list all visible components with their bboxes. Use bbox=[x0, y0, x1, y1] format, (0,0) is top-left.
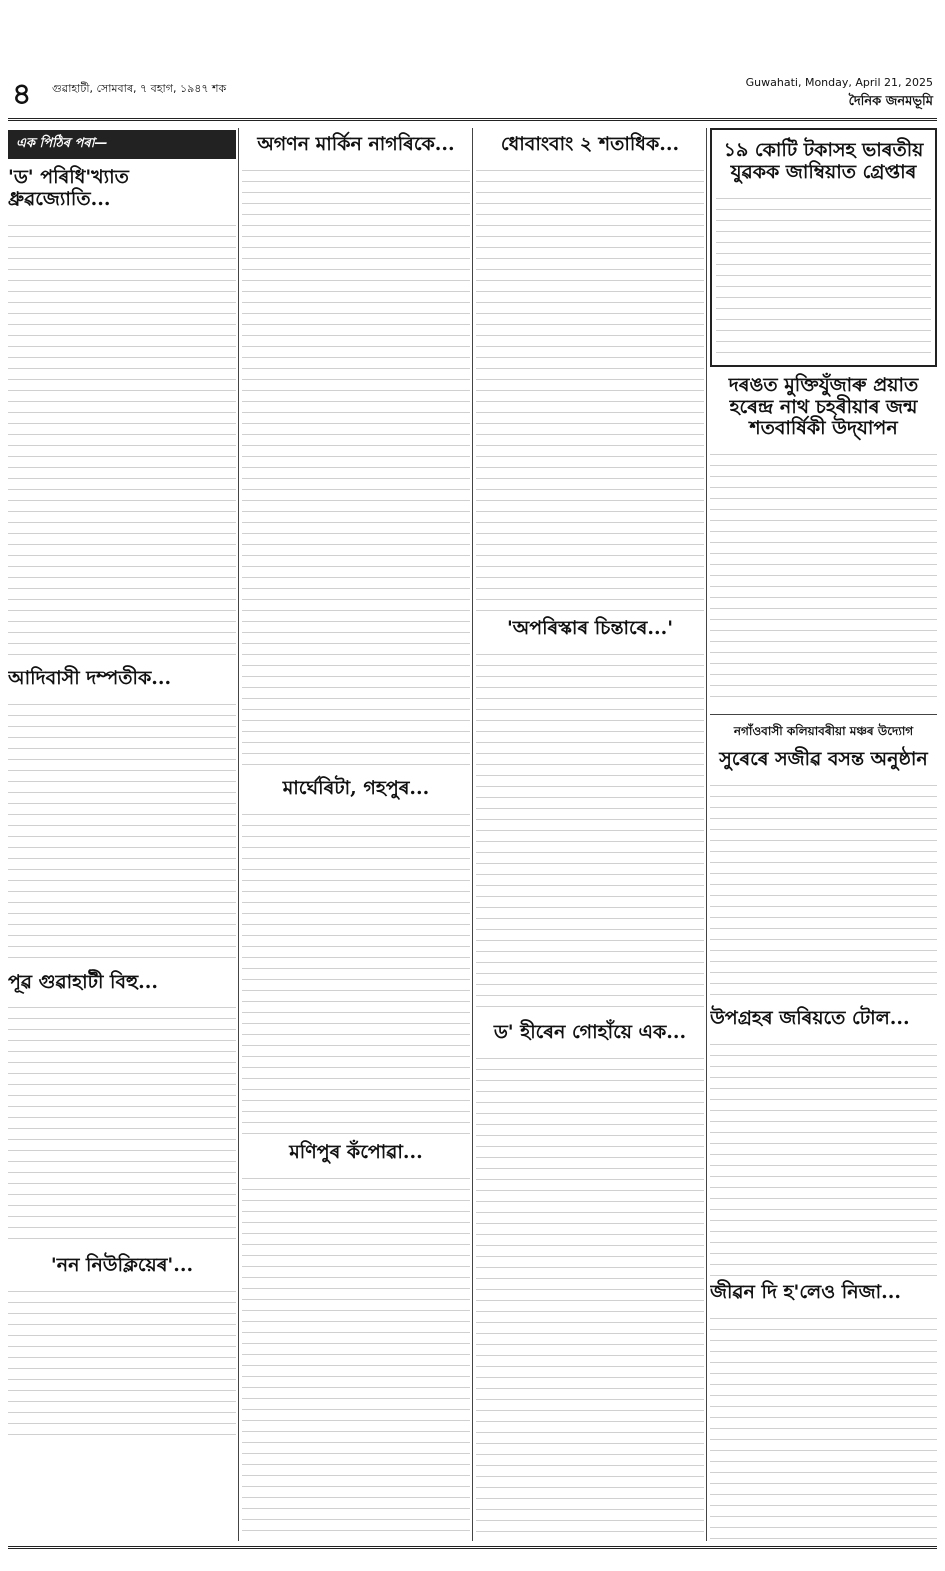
article-headline: 'নন নিউক্লিয়েৰ'... bbox=[50, 1254, 194, 1277]
article-headline: ধোবাংবাং ২ শতাধিক... bbox=[500, 133, 680, 155]
article-headline: ড' হীৰেন গোহাঁয়ে এক... bbox=[493, 1020, 687, 1043]
article-headline: 'ড' পৰিধি'খ্যাত ধ্রুৱজ্যোতি... bbox=[8, 166, 129, 210]
article-headline: দৰঙত মুক্তিযুঁজাৰু প্ৰয়াত হৰেন্দ্ৰ নাথ চহৰীয়াৰ জন্ম শতবাৰ্ষিকী উদ্‌যাপন bbox=[728, 373, 919, 440]
boxed-story bbox=[710, 128, 937, 367]
footer-rule bbox=[8, 1546, 937, 1549]
article-body bbox=[242, 162, 470, 772]
article-body bbox=[710, 1036, 937, 1276]
article-headline: মাৰ্ঘেৰিটা, গহপুৰ... bbox=[282, 776, 430, 799]
article-headline: আদিবাসী দম্পতীক... bbox=[8, 666, 172, 689]
page-number: ৪ bbox=[12, 77, 32, 112]
section-kicker: এক পিঠিৰ পৰা— bbox=[8, 130, 236, 159]
column-3 bbox=[476, 128, 704, 1541]
article-headline: উপগ্ৰহৰ জৰিয়তে টোল... bbox=[710, 1007, 910, 1030]
paper-name: দৈনিক জনমভূমি bbox=[848, 94, 933, 109]
article-headline: পূৱ গুৱাহাটী বিহু... bbox=[8, 970, 158, 993]
date-right: Guwahati, Monday, April 21, 2025 bbox=[745, 76, 933, 89]
article-body bbox=[8, 217, 236, 662]
article-subhead: নগাঁওবাসী কলিয়াবৰীয়া মঞ্চৰ উদ্যোগ bbox=[733, 724, 914, 739]
article-body bbox=[242, 806, 470, 1136]
article-body bbox=[242, 1170, 470, 1541]
article-body bbox=[476, 646, 704, 1016]
article-headline: অগণন মাৰ্কিন নাগৰিকে... bbox=[257, 133, 455, 155]
article-body bbox=[8, 999, 236, 1249]
article-headline: ১৯ কোটি টকাসহ ভাৰতীয় যুৱকক জাম্বিয়াত গ্ৰেপ্তাৰ bbox=[723, 139, 924, 183]
article-body bbox=[710, 446, 937, 706]
column-1 bbox=[8, 128, 236, 1541]
article-body bbox=[716, 190, 931, 355]
article-headline: 'অপৰিস্কাৰ চিন্তাৰে...' bbox=[506, 616, 674, 639]
article-headline: মণিপুৰ কঁপোৱা... bbox=[289, 1140, 423, 1163]
article-body bbox=[476, 162, 704, 612]
date-left: গুৱাহাটী, সোমবাৰ, ৭ বহাগ, ১৯৪৭ শক bbox=[52, 82, 227, 95]
header-rule bbox=[8, 118, 937, 121]
article-body bbox=[710, 1310, 937, 1541]
column-divider bbox=[472, 128, 473, 1541]
column-2 bbox=[242, 128, 470, 1541]
article-headline: জীৱন দি হ'লেও নিজা... bbox=[710, 1280, 901, 1303]
column-divider bbox=[238, 128, 239, 1541]
article-body bbox=[8, 1283, 236, 1443]
article-body bbox=[8, 696, 236, 966]
divider bbox=[710, 714, 937, 715]
column-divider bbox=[706, 128, 707, 1541]
page-header bbox=[8, 70, 937, 120]
column-4 bbox=[710, 128, 937, 1541]
article-body bbox=[476, 1050, 704, 1541]
article-body bbox=[710, 777, 937, 1002]
article-headline: সুৰেৰে সজীৱ বসন্ত অনুষ্ঠান bbox=[719, 748, 928, 771]
